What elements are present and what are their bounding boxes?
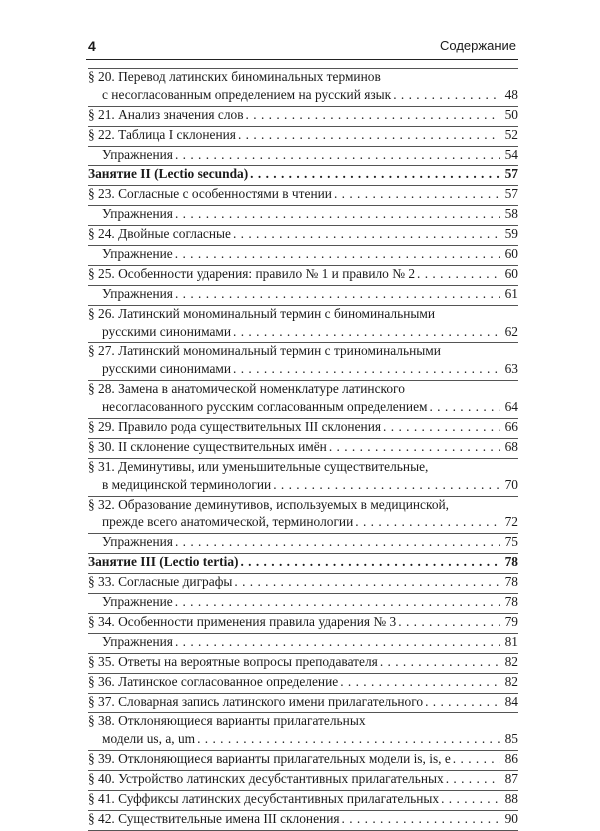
toc-entry-title: § 37. Словарная запись латинского имени прилагательного bbox=[88, 693, 424, 709]
dot-leader bbox=[233, 226, 500, 242]
toc-line bbox=[88, 534, 518, 552]
toc-entry-title: § 25. Особенности ударения: правило № 1 и правило № 2 bbox=[88, 265, 416, 281]
toc-line bbox=[88, 286, 518, 304]
toc-line bbox=[88, 514, 518, 532]
toc-page-number: 78 bbox=[504, 554, 518, 570]
toc-line bbox=[88, 266, 518, 284]
toc-entry bbox=[88, 751, 518, 771]
toc-entry bbox=[88, 534, 518, 554]
toc-lesson-heading bbox=[88, 554, 518, 574]
dot-leader bbox=[429, 399, 500, 415]
toc-line bbox=[88, 731, 518, 749]
toc-line bbox=[88, 324, 518, 342]
dot-leader bbox=[175, 206, 500, 222]
dot-leader bbox=[175, 534, 500, 550]
dot-leader bbox=[334, 186, 500, 202]
toc-entry bbox=[88, 694, 518, 714]
toc-line bbox=[88, 634, 518, 652]
toc-entry-title: Упражнения bbox=[102, 633, 173, 649]
toc-page-number: 60 bbox=[504, 246, 518, 262]
toc-entry-title: с несогласованным определением на русский язык bbox=[102, 86, 392, 102]
toc-page-number: 82 bbox=[504, 673, 518, 689]
toc-line bbox=[88, 361, 518, 379]
dot-leader bbox=[234, 574, 500, 590]
toc-line bbox=[88, 419, 518, 437]
dot-leader bbox=[175, 246, 500, 262]
toc-page-number: 68 bbox=[504, 438, 518, 454]
dot-leader bbox=[425, 694, 500, 710]
toc-entry-title: Занятие III (Lectio tertia) bbox=[88, 554, 239, 570]
toc-entry-title: Упражнения bbox=[102, 206, 173, 222]
toc-entry bbox=[88, 791, 518, 811]
dot-leader bbox=[393, 87, 500, 103]
toc-line bbox=[88, 791, 518, 809]
toc-page-number: 66 bbox=[504, 419, 518, 435]
header-rule bbox=[86, 59, 518, 60]
dot-leader bbox=[240, 554, 500, 570]
dot-leader bbox=[329, 439, 500, 455]
dot-leader bbox=[238, 127, 500, 143]
toc-entry bbox=[88, 419, 518, 439]
toc-line bbox=[88, 554, 518, 572]
toc-entry-title: § 30. II склонение существительных имён bbox=[88, 438, 327, 454]
toc-entry-title: § 31. Деминутивы, или уменьшительные существительные, bbox=[88, 458, 429, 474]
dot-leader bbox=[380, 654, 500, 670]
toc-entry bbox=[88, 69, 518, 107]
toc-page-number: 57 bbox=[504, 166, 518, 182]
toc-line bbox=[88, 399, 518, 417]
toc-entry-title: § 36. Латинское согласованное определение bbox=[88, 673, 339, 689]
dot-leader bbox=[417, 266, 500, 282]
toc-line bbox=[88, 674, 518, 692]
toc-entry bbox=[88, 654, 518, 674]
toc-entry-title: § 21. Анализ значения слов bbox=[88, 106, 244, 122]
dot-leader bbox=[175, 634, 500, 650]
toc-entry-title: § 22. Таблица I склонения bbox=[88, 126, 236, 142]
running-header bbox=[88, 38, 516, 58]
dot-leader bbox=[233, 361, 500, 377]
dot-leader bbox=[342, 811, 500, 827]
toc-entry bbox=[88, 343, 518, 381]
toc-line bbox=[88, 147, 518, 165]
dot-leader bbox=[233, 324, 500, 340]
toc-entry bbox=[88, 497, 518, 535]
toc-line bbox=[88, 107, 518, 125]
toc-page-number: 60 bbox=[504, 265, 518, 281]
toc-line bbox=[88, 459, 518, 477]
toc-page-number: 81 bbox=[504, 633, 518, 649]
dot-leader bbox=[175, 147, 500, 163]
section-title: Содержание bbox=[440, 38, 516, 53]
toc-page-number: 59 bbox=[504, 226, 518, 242]
toc-line bbox=[88, 186, 518, 204]
toc-page-number: 54 bbox=[504, 146, 518, 162]
toc-entry bbox=[88, 306, 518, 344]
toc-entry-title: Упражнение bbox=[102, 594, 173, 610]
toc-line bbox=[88, 439, 518, 457]
toc-page-number: 87 bbox=[504, 771, 518, 787]
toc-line bbox=[88, 654, 518, 672]
toc-entry bbox=[88, 771, 518, 791]
toc-page-number: 62 bbox=[504, 323, 518, 339]
toc-entry-title: прежде всего анатомической, терминологии bbox=[102, 514, 354, 530]
toc-entry-title: русскими синонимами bbox=[102, 323, 232, 339]
toc-page-number: 57 bbox=[504, 186, 518, 202]
toc-line bbox=[88, 381, 518, 399]
toc-line bbox=[88, 811, 518, 829]
toc-page-number: 58 bbox=[504, 206, 518, 222]
toc-entry bbox=[88, 286, 518, 306]
toc-entry-title: § 28. Замена в анатомической номенклатуре латинского bbox=[88, 381, 405, 397]
toc-entry-title: § 26. Латинский мономинальный термин с биноминальными bbox=[88, 305, 436, 321]
toc-line bbox=[88, 497, 518, 515]
toc-entry bbox=[88, 266, 518, 286]
toc-line bbox=[88, 226, 518, 244]
toc-entry-title: несогласованного русским согласованным определением bbox=[102, 399, 428, 415]
toc-page-number: 78 bbox=[504, 594, 518, 610]
toc-line bbox=[88, 343, 518, 361]
toc-entry bbox=[88, 574, 518, 594]
toc-line bbox=[88, 694, 518, 712]
toc-page-number: 61 bbox=[504, 285, 518, 301]
toc-line bbox=[88, 246, 518, 264]
toc-entry bbox=[88, 614, 518, 634]
toc-line bbox=[88, 614, 518, 632]
toc-entry bbox=[88, 811, 518, 831]
toc-page-number: 50 bbox=[504, 106, 518, 122]
toc-entry-title: Упражнения bbox=[102, 534, 173, 550]
toc-entry-title: Упражнение bbox=[102, 246, 173, 262]
toc-entry-title: § 38. Отклоняющиеся варианты прилагательных bbox=[88, 713, 366, 729]
dot-leader bbox=[441, 791, 500, 807]
toc-entry-title: § 23. Согласные с особенностями в чтении bbox=[88, 186, 332, 202]
toc-entry-title: в медицинской терминологии bbox=[102, 476, 272, 492]
toc-page-number: 82 bbox=[504, 653, 518, 669]
toc-page-number: 48 bbox=[504, 86, 518, 102]
toc-entry-title: Занятие II (Lectio secunda) bbox=[88, 166, 249, 182]
toc-page-number: 88 bbox=[504, 790, 518, 806]
dot-leader bbox=[175, 286, 500, 302]
toc-page-number: 90 bbox=[504, 810, 518, 826]
toc-entry-title: § 29. Правило рода существительных III склонения bbox=[88, 419, 382, 435]
dot-leader bbox=[273, 477, 500, 493]
toc-entry-title: § 42. Существительные имена III склонения bbox=[88, 810, 340, 826]
dot-leader bbox=[398, 614, 500, 630]
toc-entry-title: § 33. Согласные диграфы bbox=[88, 574, 233, 590]
toc-entry bbox=[88, 147, 518, 167]
toc-line bbox=[88, 751, 518, 769]
dot-leader bbox=[340, 674, 500, 690]
toc-page-number: 64 bbox=[504, 399, 518, 415]
toc-entry bbox=[88, 634, 518, 654]
toc-page-number: 85 bbox=[504, 731, 518, 747]
toc-entry-title: Упражнения bbox=[102, 146, 173, 162]
toc-entry bbox=[88, 186, 518, 206]
toc-entry bbox=[88, 713, 518, 751]
toc-entry bbox=[88, 439, 518, 459]
dot-leader bbox=[197, 731, 500, 747]
toc-line bbox=[88, 206, 518, 224]
toc-entry bbox=[88, 674, 518, 694]
toc-line bbox=[88, 306, 518, 324]
toc-entry-title: § 34. Особенности применения правила ударения № 3 bbox=[88, 613, 397, 629]
toc-entry-title: § 32. Образование деминутивов, используемых в медицинской, bbox=[88, 496, 450, 512]
toc-page-number: 84 bbox=[504, 693, 518, 709]
toc-entry-title: § 20. Перевод латинских биноминальных терминов bbox=[88, 69, 381, 84]
toc-entry-title: § 35. Ответы на вероятные вопросы преподавателя bbox=[88, 653, 378, 669]
toc-entry-title: § 24. Двойные согласные bbox=[88, 226, 231, 242]
dot-leader bbox=[383, 419, 500, 435]
toc-line bbox=[88, 594, 518, 612]
toc-lesson-heading bbox=[88, 166, 518, 186]
toc-line bbox=[88, 166, 518, 184]
toc-entry-title: § 39. Отклоняющиеся варианты прилагательных модели is, is, e bbox=[88, 751, 451, 767]
toc-page-number: 86 bbox=[504, 751, 518, 767]
toc-page-number: 70 bbox=[504, 476, 518, 492]
toc-line bbox=[88, 127, 518, 145]
dot-leader bbox=[453, 751, 500, 767]
table-of-contents bbox=[88, 68, 518, 831]
toc-entry-title: Упражнения bbox=[102, 285, 173, 301]
toc-line bbox=[88, 771, 518, 789]
toc-entry-title: § 40. Устройство латинских десубстантивных прилагательных bbox=[88, 771, 444, 787]
toc-page-number: 75 bbox=[504, 534, 518, 550]
toc-entry-title: русскими синонимами bbox=[102, 361, 232, 377]
dot-leader bbox=[246, 107, 500, 123]
toc-entry bbox=[88, 107, 518, 127]
toc-page-number: 72 bbox=[504, 514, 518, 530]
toc-entry bbox=[88, 127, 518, 147]
toc-entry bbox=[88, 381, 518, 419]
toc-entry bbox=[88, 246, 518, 266]
toc-page-number: 63 bbox=[504, 361, 518, 377]
toc-page-number: 52 bbox=[504, 126, 518, 142]
toc-entry-title: § 41. Суффиксы латинских десубстантивных прилагательных bbox=[88, 790, 440, 806]
toc-line bbox=[88, 574, 518, 592]
dot-leader bbox=[175, 594, 500, 610]
toc-line bbox=[88, 69, 518, 87]
toc-entry bbox=[88, 206, 518, 226]
toc-line bbox=[88, 713, 518, 731]
toc-page-number: 78 bbox=[504, 574, 518, 590]
toc-entry-title: модели us, a, um bbox=[102, 731, 196, 747]
toc-entry bbox=[88, 226, 518, 246]
toc-line bbox=[88, 477, 518, 495]
toc-entry bbox=[88, 459, 518, 497]
dot-leader bbox=[446, 771, 500, 787]
toc-page-number: 79 bbox=[504, 613, 518, 629]
dot-leader bbox=[250, 166, 500, 182]
toc-line bbox=[88, 87, 518, 105]
toc-entry bbox=[88, 594, 518, 614]
page-number: 4 bbox=[88, 38, 96, 54]
toc-entry-title: § 27. Латинский мономинальный термин с триноминальными bbox=[88, 343, 441, 359]
dot-leader bbox=[355, 514, 500, 530]
